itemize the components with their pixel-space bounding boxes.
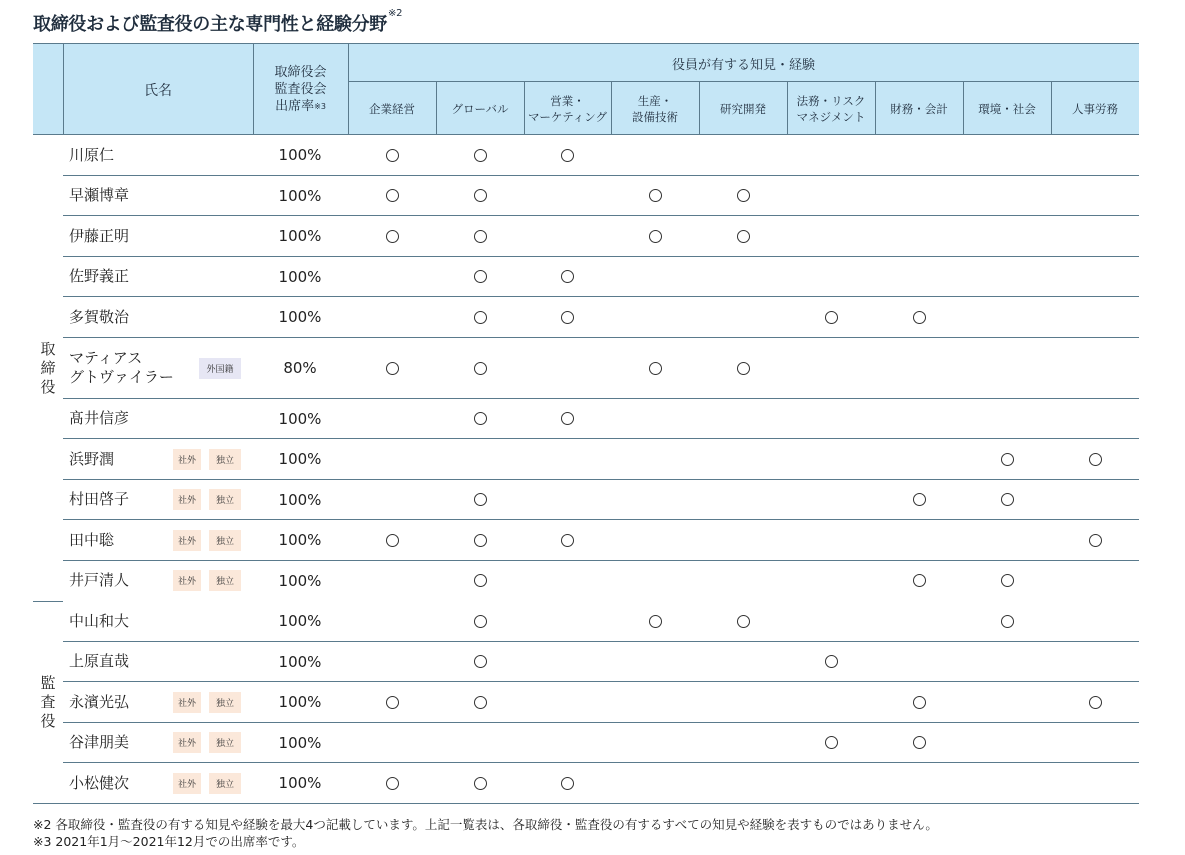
table-row [63,297,1139,338]
circle-mark-icon [474,615,487,628]
director-name-text: 早瀬博章 [69,186,130,205]
circle-mark-icon [386,149,399,162]
group-label-auditors [33,601,63,804]
table-row [63,601,1139,642]
independent-badge: 独立 [209,489,241,510]
header-field-1 [436,82,524,135]
header-knowledge-group: 役員が有する知見・経験 [348,44,1139,82]
director-name-text: グトヴァイラー [69,368,174,386]
expertise-mark [787,297,875,338]
header-field-line: 財務・会計 [890,101,948,116]
circle-mark-icon [474,777,487,790]
circle-mark-icon [1089,696,1102,709]
expertise-mark [611,601,699,642]
attendance-rate: 100% [278,267,322,286]
header-divider [787,82,788,135]
circle-mark-icon [737,362,750,375]
director-name [69,723,129,764]
group-label-char: 役 [40,377,56,396]
expertise-mark [699,176,787,217]
circle-mark-icon [825,655,838,668]
table-row [63,439,1139,480]
director-name-text: 中山和大 [69,611,130,630]
director-name-text: 井戸清人 [69,571,130,590]
table-row [63,763,1139,804]
attendance-rate: 100% [278,308,322,327]
circle-mark-icon [1001,493,1014,506]
expertise-mark [436,601,524,642]
director-name-text: 多賀敬治 [69,307,130,326]
director-name [69,601,129,642]
director-name [69,561,129,602]
circle-mark-icon [913,736,926,749]
independent-badge: 独立 [209,773,241,794]
expertise-mark [875,723,963,764]
expertise-mark [875,480,963,521]
expertise-mark [963,439,1051,480]
attendance-rate: 100% [278,531,322,550]
header-field-3 [611,82,699,135]
expertise-mark [348,216,436,257]
circle-mark-icon [386,777,399,790]
header-field-line: 法務・リスク [796,93,866,108]
independent-badge: 独立 [209,732,241,753]
header-field-line: 設備技術 [632,109,678,124]
director-name-text: 谷津朋美 [69,733,130,752]
expertise-mark [436,338,524,399]
circle-mark-icon [561,149,574,162]
group-label-char: 締 [40,358,56,377]
circle-mark-icon [474,362,487,375]
title-footnote-ref: ※2 [388,8,403,19]
header-divider [524,82,525,135]
table-row [63,561,1139,602]
circle-mark-icon [561,777,574,790]
expertise-mark [436,480,524,521]
header-field-line: 研究開発 [720,101,766,116]
header-field-line: グローバル [451,101,509,116]
expertise-mark [348,682,436,723]
table-row [63,399,1139,440]
header-name: 氏名 [63,44,253,135]
expertise-mark [963,561,1051,602]
header-divider [253,43,254,135]
circle-mark-icon [649,189,662,202]
table-row [63,520,1139,561]
header-divider [963,82,964,135]
director-name [69,682,129,723]
footnote-2: ※2 各取締役・監査役の有する知見や経験を最大4つ記載しています。上記一覧表は、各取締役・監査役の有するすべての知見や経験を表すものではありません。 [33,817,938,832]
header-divider [611,82,612,135]
header-attendance-line: 出席率$^{※3}$ [275,99,326,114]
circle-mark-icon [474,149,487,162]
header-mid-border [348,81,1139,82]
attendance-rate: 100% [278,409,322,428]
group-label-directors [33,135,63,601]
table-row [63,338,1139,399]
circle-mark-icon [561,311,574,324]
header-attendance-rate [253,44,348,135]
circle-mark-icon [474,574,487,587]
header-divider [436,82,437,135]
header-field-line: 生産・ [637,93,673,108]
expertise-mark [436,561,524,602]
director-name-text: 髙井信彦 [69,409,130,428]
attendance-rate: 100% [278,571,322,590]
circle-mark-icon [386,189,399,202]
director-name [69,135,114,176]
director-name-text: 村田啓子 [69,490,130,509]
header-field-0 [348,82,436,135]
director-name-text: マティアス [69,349,143,367]
expertise-mark [524,135,611,176]
director-name-text: 川原仁 [69,145,115,164]
director-name [69,763,129,804]
independent-badge: 独立 [209,530,241,551]
director-name-text: 田中聡 [69,530,115,549]
outside-badge: 社外 [173,732,201,753]
table-row [63,642,1139,683]
group-label-char: 査 [40,693,56,711]
expertise-mark [699,601,787,642]
header-field-8 [1051,82,1139,135]
header-divider [348,43,349,135]
director-name-text: 佐野義正 [69,267,130,286]
circle-mark-icon [825,311,838,324]
table-row [63,682,1139,723]
expertise-mark [436,257,524,298]
director-name [69,439,114,480]
header-field-line: 環境・社会 [978,101,1036,116]
header-field-line: 営業・ [550,93,585,108]
expertise-mark [611,176,699,217]
expertise-mark [699,338,787,399]
circle-mark-icon [474,412,487,425]
circle-mark-icon [1001,453,1014,466]
circle-mark-icon [1001,615,1014,628]
circle-mark-icon [1089,534,1102,547]
director-name-text: 伊藤正明 [69,226,130,245]
director-name [69,297,129,338]
circle-mark-icon [474,311,487,324]
outside-badge: 社外 [173,449,201,470]
expertise-mark [348,520,436,561]
header-attendance-line: 取締役会 [274,65,327,80]
table-row [63,257,1139,298]
circle-mark-icon [474,189,487,202]
expertise-mark [436,297,524,338]
expertise-mark [436,399,524,440]
expertise-mark [524,257,611,298]
expertise-mark [436,176,524,217]
attendance-footnote-ref: ※3 [314,102,326,111]
header-field-line: 人事労務 [1072,101,1118,116]
independent-badge: 独立 [209,449,241,470]
expertise-mark [524,763,611,804]
header-divider [875,82,876,135]
outside-badge: 社外 [173,773,201,794]
table-row [63,480,1139,521]
outside-badge: 社外 [173,692,201,713]
expertise-mark [699,216,787,257]
director-name [69,399,129,440]
circle-mark-icon [913,493,926,506]
circle-mark-icon [913,311,926,324]
circle-mark-icon [1001,574,1014,587]
expertise-mark [524,520,611,561]
header-field-line: マーケティング [527,109,608,124]
attendance-rate: 100% [278,186,322,205]
attendance-rate: 100% [278,146,322,165]
expertise-mark [348,763,436,804]
attendance-rate: 100% [278,693,322,712]
table-row [63,135,1139,176]
attendance-rate: 100% [278,733,322,752]
table-row [63,723,1139,764]
header-divider [63,43,64,135]
group-label-char: 役 [40,712,56,730]
table-row [63,216,1139,257]
circle-mark-icon [474,270,487,283]
attendance-rate: 100% [278,227,322,246]
header-field-4 [699,82,787,135]
footnote-3: ※3 2021年1月～2021年12月での出席率です。 [33,834,305,849]
expertise-mark [348,338,436,399]
director-name-text: 上原直哉 [69,652,130,671]
director-name-text: 永濱光弘 [69,692,130,711]
circle-mark-icon [1089,453,1102,466]
foreign-badge: 外国籍 [199,358,241,379]
expertise-mark [1051,682,1139,723]
circle-mark-icon [737,615,750,628]
expertise-mark [436,216,524,257]
header-divider [1051,82,1052,135]
group-label-char: 監 [40,674,56,692]
expertise-mark [787,723,875,764]
attendance-rate: 100% [278,774,322,793]
expertise-mark [611,216,699,257]
director-name [69,216,129,257]
header-divider [699,82,700,135]
circle-mark-icon [474,655,487,668]
table-bottom-border [33,803,1139,804]
independent-badge: 独立 [209,570,241,591]
circle-mark-icon [474,696,487,709]
circle-mark-icon [649,362,662,375]
circle-mark-icon [913,696,926,709]
circle-mark-icon [386,696,399,709]
circle-mark-icon [825,736,838,749]
expertise-mark [963,480,1051,521]
table-row [63,176,1139,217]
circle-mark-icon [561,412,574,425]
expertise-mark [348,135,436,176]
director-name [69,642,129,683]
attendance-rate: 100% [278,652,322,671]
independent-badge: 独立 [209,692,241,713]
outside-badge: 社外 [173,489,201,510]
circle-mark-icon [386,230,399,243]
expertise-mark [436,682,524,723]
director-name [69,176,129,217]
expertise-mark [524,297,611,338]
outside-badge: 社外 [173,570,201,591]
expertise-mark [875,561,963,602]
circle-mark-icon [474,230,487,243]
header-field-line: 企業経営 [369,101,415,116]
expertise-mark [875,682,963,723]
director-name-text: 浜野潤 [69,449,115,468]
expertise-mark [787,642,875,683]
header-blank-cell [33,44,63,135]
circle-mark-icon [386,534,399,547]
attendance-rate: 100% [278,490,322,509]
page-title: 取締役および監査役の主な専門性と経験分野$^{※2}$ [33,8,403,35]
circle-mark-icon [561,270,574,283]
expertise-mark [436,763,524,804]
director-name [69,338,174,399]
circle-mark-icon [649,230,662,243]
expertise-mark [1051,520,1139,561]
expertise-mark [348,176,436,217]
header-attendance-line: 監査役会 [274,82,327,97]
expertise-mark [611,338,699,399]
expertise-mark [436,520,524,561]
header-field-5 [787,82,875,135]
circle-mark-icon [386,362,399,375]
circle-mark-icon [474,493,487,506]
expertise-mark [875,297,963,338]
header-top-border [33,43,1139,44]
expertise-mark [1051,439,1139,480]
outside-badge: 社外 [173,530,201,551]
attendance-rate: 100% [278,450,322,469]
header-field-line: マネジメント [796,109,866,124]
circle-mark-icon [913,574,926,587]
director-name [69,520,114,561]
director-name-text: 小松健次 [69,773,130,792]
header-field-6 [875,82,963,135]
circle-mark-icon [649,615,662,628]
attendance-rate: 80% [283,359,317,377]
circle-mark-icon [737,189,750,202]
group-divider [33,601,63,602]
header-field-2 [524,82,611,135]
circle-mark-icon [561,534,574,547]
circle-mark-icon [737,230,750,243]
expertise-mark [436,135,524,176]
expertise-mark [524,399,611,440]
group-label-char: 取 [40,339,56,358]
header-field-7 [963,82,1051,135]
expertise-mark [436,642,524,683]
circle-mark-icon [474,534,487,547]
attendance-rate: 100% [278,612,322,631]
expertise-mark [963,601,1051,642]
director-name [69,257,129,298]
director-name [69,480,129,521]
